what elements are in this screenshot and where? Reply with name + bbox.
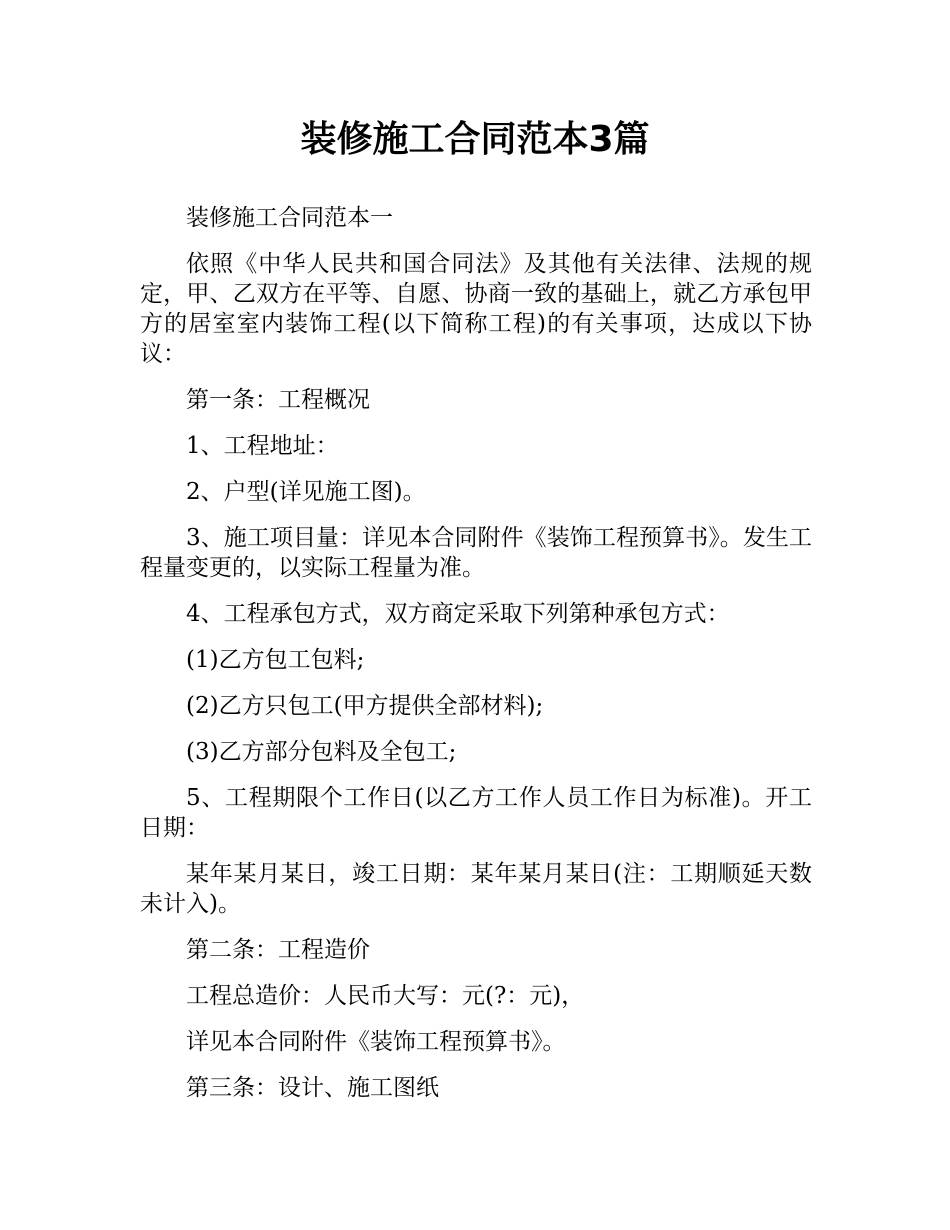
- option-paragraph: (1)乙方包工包料;: [186, 647, 365, 673]
- article-heading: 第二条：工程造价: [186, 937, 370, 963]
- article-heading: 第一条：工程概况: [186, 387, 370, 413]
- article-heading: 第三条：设计、施工图纸: [186, 1075, 439, 1101]
- intro-paragraph: 依照《中华人民共和国合同法》及其他有关法律、法规的规定，甲、乙双方在平等、自愿、协商一致的基础上，就乙方承包甲方的居室室内装饰工程(以下简称工程)的有关事项，达成以下协议：: [140, 251, 812, 367]
- clause-paragraph: 某年某月某日，竣工日期：某年某月某日(注：工期顺延天数未计入)。: [140, 861, 812, 917]
- clause-paragraph: 详见本合同附件《装饰工程预算书》。: [186, 1029, 566, 1055]
- clause-paragraph: 4、工程承包方式，双方商定采取下列第种承包方式：: [186, 601, 730, 627]
- document-title: 装修施工合同范本3篇: [300, 119, 650, 160]
- clause-paragraph: 工程总造价：人民币大写：元(?：元)，: [186, 983, 585, 1009]
- option-paragraph: (2)乙方只包工(甲方提供全部材料);: [186, 693, 544, 719]
- option-paragraph: (3)乙方部分包料及全包工;: [186, 739, 457, 765]
- document-body: [140, 203, 812, 1119]
- clause-paragraph: 3、施工项目量：详见本合同附件《装饰工程预算书》。发生工程量变更的，以实际工程量为准。: [140, 525, 812, 581]
- clause-paragraph: 5、工程期限个工作日(以乙方工作人员工作日为标准)。开工日期：: [140, 785, 812, 841]
- section-heading: 装修施工合同范本一: [186, 205, 393, 231]
- clause-paragraph: 2、户型(详见施工图)。: [186, 479, 426, 505]
- clause-paragraph: 1、工程地址：: [186, 433, 339, 459]
